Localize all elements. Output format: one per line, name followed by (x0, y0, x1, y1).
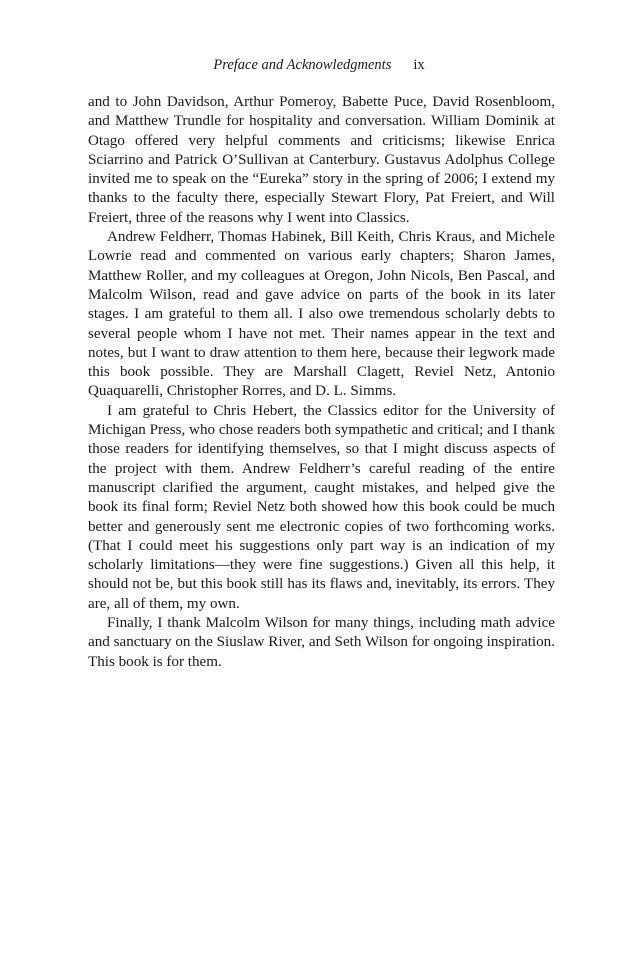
running-head (0, 56, 638, 74)
paragraph-dedication: Finally, I thank Malcolm Wilson for many things, including math advice and sanctuary on the Siuslaw River, and Seth Wilson for ongoing inspiration. This book is for them. (88, 615, 555, 670)
page-number: ix (413, 57, 425, 73)
running-head-title: Preface and Acknowledgments (213, 57, 392, 73)
paragraph-press: I am grateful to Chris Hebert, the Classics editor for the University of Michigan Press, who chose readers both sympathetic and critical; and I thank those readers for identifying themselves, so that I might discuss aspects of the project with them. Andrew Feldherr’s careful reading of the entire manuscript clarified the argument, caught mistakes, and helped give the book its final form; Reviel Netz both showed how this book could be much better and generously sent me electronic copies of two forthcoming works. (That I could meet his suggestions only part way is an indication of my scholarly limitations—they were fine suggestions.) Given all this help, it should not be, but this book still has its flaws and, inevitably, its errors. They are, all of them, my own. (88, 402, 555, 612)
body-text (88, 93, 555, 672)
paragraph-continuation: and to John Davidson, Arthur Pomeroy, Babette Puce, David Rosenbloom, and Matthew Trundle for hospitality and conversation. William Dominik at Otago offered very helpful comments and criticisms; likewise Enrica Sciarrino and Patrick O’Sullivan at Canterbury. Gustavus Adolphus College invited me to speak on the “Eureka” story in the spring of 2006; I extend my thanks to the faculty there, especially Stewart Flory, Pat Freiert, and Will Freiert, three of the reasons why I went into Classics. (88, 94, 555, 226)
paragraph-readers: Andrew Feldherr, Thomas Habinek, Bill Keith, Chris Kraus, and Michele Lowrie read and commented on various early chapters; Sharon James, Matthew Roller, and my colleagues at Oregon, John Nicols, Ben Pascal, and Malcolm Wilson, read and gave advice on parts of the book in its later stages. I am grateful to them all. I also owe tremendous scholarly debts to several people whom I have not met. Their names appear in the text and notes, but I want to draw attention to them here, because their legwork made this book possible. They are Marshall Clagett, Reviel Netz, Antonio Quaquarelli, Christopher Rorres, and D. L. Simms. (88, 229, 555, 400)
